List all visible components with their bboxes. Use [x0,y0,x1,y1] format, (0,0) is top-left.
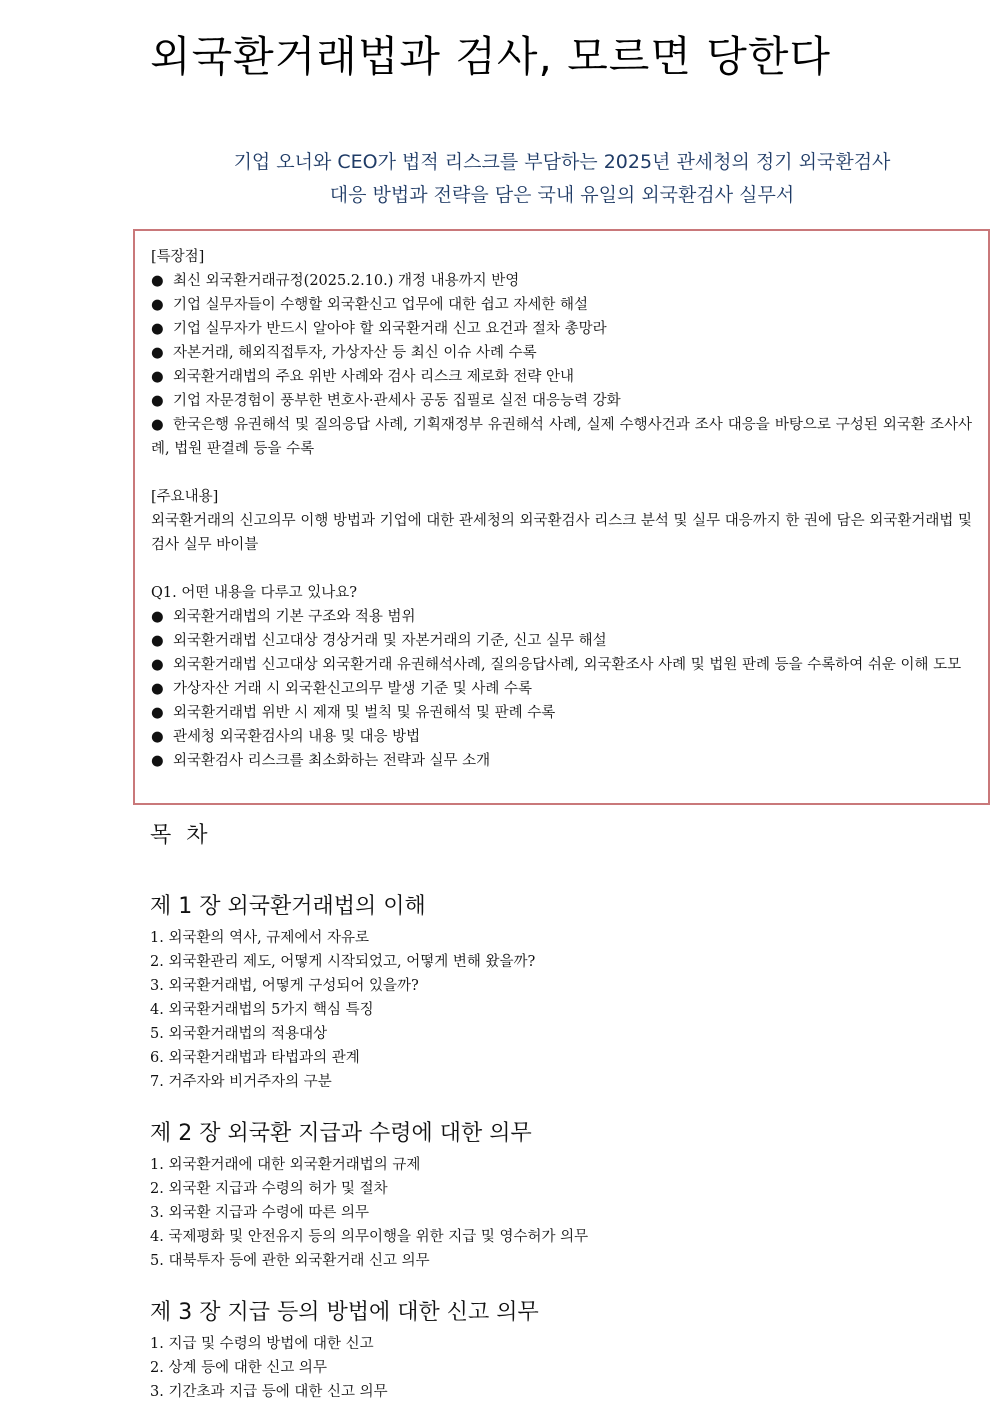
toc-item: 4. 국제평화 및 안전유지 등의 의무이행을 위한 지급 및 영수허가 의무 [150,1229,589,1245]
document-title: 외국환거래법과 검사, 모르면 당한다 [150,32,831,81]
list-item: ● 기업 실무자가 반드시 알아야 할 외국환거래 신고 요건과 절차 총망라 [151,317,972,341]
bullet-icon: ● [151,273,164,289]
toc-item: 3. 외국환 지급과 수령에 따른 의무 [150,1205,369,1221]
features-list [151,269,972,461]
list-item: ● 가상자산 거래 시 외국환신고의무 발생 기준 및 사례 수록 [151,677,972,701]
list-item: ● 외국환거래법의 기본 구조와 적용 범위 [151,605,972,629]
toc-item: 7. 거주자와 비거주자의 구분 [150,1074,332,1090]
main-content-text: 외국환거래의 신고의무 이행 방법과 기업에 대한 관세청의 외국환검사 리스크 분석 및 실무 대응까지 한 권에 담은 외국환거래법 및 검사 실무 바이블 [151,513,972,553]
subtitle-line-2: 대응 방법과 전략을 담은 국내 유일의 외국환검사 실무서 [329,184,795,206]
list-item: ● 외국환거래법의 주요 위반 사례와 검사 리스크 제로화 전략 안내 [151,365,972,389]
list-item: ● 외국환거래법 신고대상 경상거래 및 자본거래의 기준, 신고 실무 해설 [151,629,972,653]
bullet-icon: ● [151,657,164,673]
toc-item: 1. 외국환의 역사, 규제에서 자유로 [150,930,369,946]
bullet-icon: ● [151,705,164,721]
list-item: ● 외국환거래법 위반 시 제재 및 벌칙 및 유권해석 및 판례 수록 [151,701,972,725]
list-item: ● 기업 실무자들이 수행할 외국환신고 업무에 대한 쉽고 자세한 해설 [151,293,972,317]
toc-item: 2. 상계 등에 대한 신고 의무 [150,1360,327,1376]
chapter-1-items [150,926,950,1094]
list-item: ● 기업 자문경험이 풍부한 변호사·관세사 공동 집필로 실전 대응능력 강화 [151,389,972,413]
toc-item: 2. 외국환 지급과 수령의 허가 및 절차 [150,1181,388,1197]
bullet-icon: ● [151,297,164,313]
table-of-contents [150,818,950,1404]
subtitle [132,146,992,212]
toc-item: 3. 기간초과 지급 등에 대한 신고 의무 [150,1384,388,1400]
bullet-icon: ● [151,417,164,433]
subtitle-line-1: 기업 오너와 CEO가 법적 리스크를 부담하는 2025년 관세청의 정기 외국환검사 [233,151,891,173]
bullet-icon: ● [151,681,164,697]
toc-heading: 목 차 [150,823,212,848]
chapter-3-items [150,1332,950,1404]
bullet-icon: ● [151,633,164,649]
bullet-icon: ● [151,345,164,361]
q1-question: Q1. 어떤 내용을 다루고 있나요? [151,585,358,601]
features-label: [특장점] [151,249,205,265]
feature-box [133,229,990,805]
bullet-icon: ● [151,369,164,385]
toc-item: 5. 외국환거래법의 적용대상 [150,1026,328,1042]
list-item: ● 외국환거래법 신고대상 외국환거래 유권해석사례, 질의응답사례, 외국환조사 사례 및 법원 판례 등을 수록하여 쉬운 이해 도모 [151,653,972,677]
bullet-icon: ● [151,609,164,625]
toc-item: 2. 외국환관리 제도, 어떻게 시작되었고, 어떻게 변해 왔을까? [150,954,536,970]
toc-item: 1. 외국환거래에 대한 외국환거래법의 규제 [150,1157,421,1173]
bullet-icon: ● [151,321,164,337]
list-item: ● 관세청 외국환검사의 내용 및 대응 방법 [151,725,972,749]
list-item: ● 자본거래, 해외직접투자, 가상자산 등 최신 이슈 사례 수록 [151,341,972,365]
list-item: ● 외국환검사 리스크를 최소화하는 전략과 실무 소개 [151,749,972,773]
toc-item: 5. 대북투자 등에 관한 외국환거래 신고 의무 [150,1253,430,1269]
list-item: ● 최신 외국환거래규정(2025.2.10.) 개정 내용까지 반영 [151,269,972,293]
bullet-icon: ● [151,753,164,769]
chapter-1-title: 제 1 장 외국환거래법의 이해 [150,894,426,919]
toc-item: 1. 지급 및 수령의 방법에 대한 신고 [150,1336,374,1352]
toc-item: 4. 외국환거래법의 5가지 핵심 특징 [150,1002,374,1018]
toc-item: 3. 외국환거래법, 어떻게 구성되어 있을까? [150,978,419,994]
toc-item: 6. 외국환거래법과 타법과의 관계 [150,1050,360,1066]
chapter-2-items [150,1153,950,1273]
bullet-icon: ● [151,729,164,745]
q1-list [151,605,972,773]
list-item: ● 한국은행 유권해석 및 질의응답 사례, 기획재정부 유권해석 사례, 실제 수행사건과 조사 대응을 바탕으로 구성된 외국환 조사사례, 법원 판결례 등을 수록 [151,413,972,461]
main-content-label: [주요내용] [151,489,219,505]
chapter-2-title: 제 2 장 외국환 지급과 수령에 대한 의무 [150,1121,532,1146]
chapter-3-title: 제 3 장 지급 등의 방법에 대한 신고 의무 [150,1300,539,1325]
bullet-icon: ● [151,393,164,409]
